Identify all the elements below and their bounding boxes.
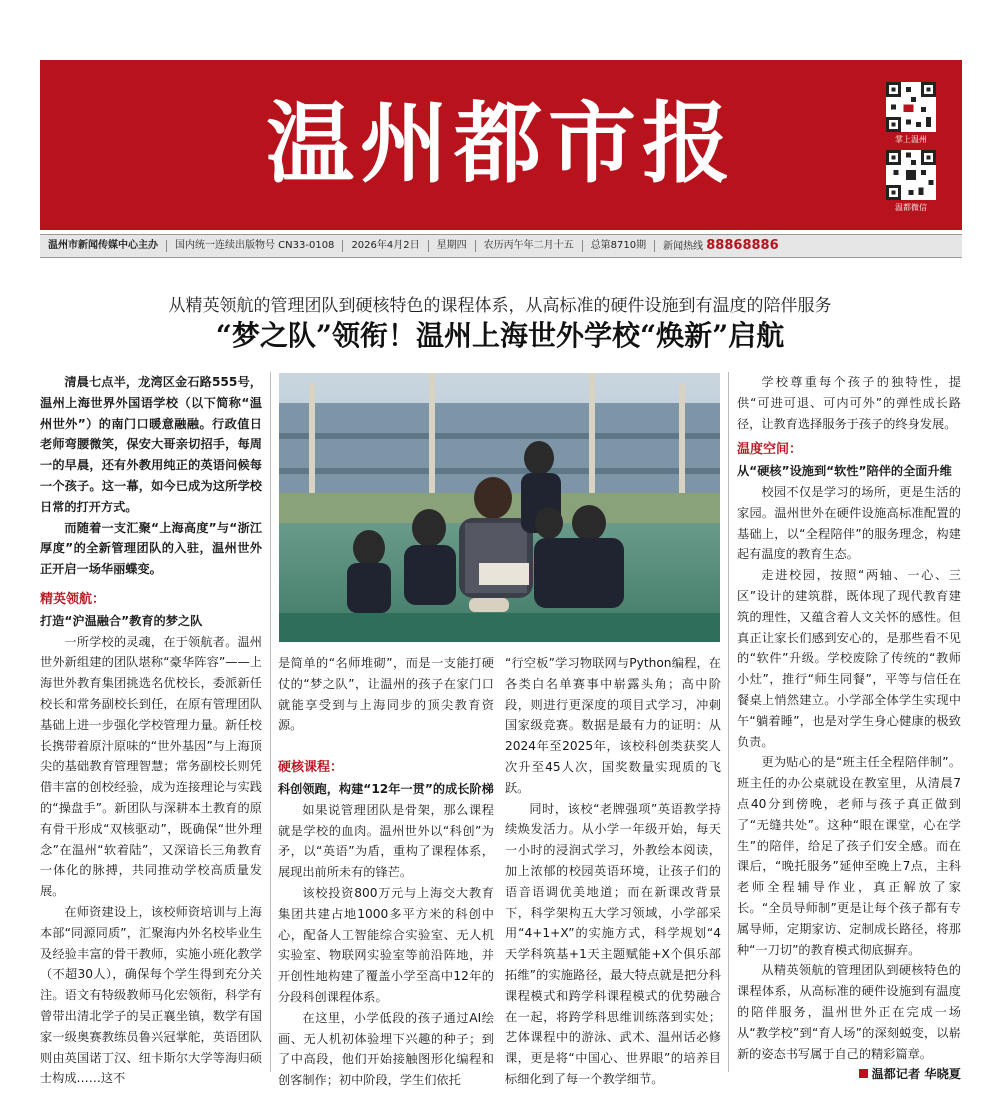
body-paragraph: 校园不仅是学习的场所，更是生活的家园。温州世外在硬件设施高标准配置的基础上，以“全程陪伴”的服务理念，构建起有温度的教育生态。 — [737, 484, 961, 562]
article-column-1 — [40, 372, 262, 1086]
column-divider — [270, 372, 271, 1072]
body-paragraph: 更为贴心的是“班主任全程陪伴制”。班主任的办公桌就设在教室里，从清晨7点40分到傍晚，老师与孩子真正做到了“无缝共处”。这种“眼在课堂，心在学生”的陪伴，给足了孩子们安全感。而在课后，“晚托服务”延伸至晚上7点，主科老师全程辅导作业，真正解放了家长。“全员导师制”更是让每个孩子都有专属导师，定期家访、定制成长路径，将那种“一刀切”的教育模式彻底摒弃。 — [737, 755, 961, 957]
section-title: 硬核课程： — [278, 760, 344, 776]
body-paragraph: 是简单的“名师堆砌”，而是一支能打硬仗的“梦之队”，让温州的孩子在家门口就能享受到与上海同步的顶尖教育资源。 — [278, 656, 494, 733]
article-photo — [279, 373, 720, 642]
section-subtitle: 从“硬核”设施到“软性”陪伴的全面升维 — [737, 464, 952, 479]
qr-code-icon — [886, 150, 936, 200]
body-paragraph: 走进校园，按照“两轴、一心、三区”设计的建筑群，既体现了现代教育建筑的理性，又蕴含着人文关怀的感性。但真正让家长们感到安心的，是那些看不见的“软件”升级。学校废除了传统的“教师小灶”，推行“师生同餐”，平等与信任在餐桌上悄然建立。小学部全体学生实现中午“躺着睡”，也是对学生身心健康的极致负责。 — [737, 568, 961, 749]
body-paragraph: 如果说管理团队是骨架，那么课程就是学校的血肉。温州世外以“科创”为矛，以“英语”为盾，重构了课程体系，展现出前所未有的锋芒。 — [278, 802, 494, 880]
article-subheadline: 从精英领航的管理团队到硬核特色的课程体系，从高标准的硬件设施到有温度的陪伴服务 — [168, 296, 832, 316]
red-square-icon — [859, 1069, 868, 1078]
students-reading-photo — [279, 373, 720, 642]
issue-date: 2026年4月2日 — [343, 240, 428, 252]
article-column-4 — [737, 372, 961, 1082]
body-paragraph: 学校尊重每个孩子的独特性，提供“可进可退、可内可外”的弹性成长路径，让教育选择服务于孩子的终身发展。 — [737, 375, 961, 431]
section-subtitle: 科创领跑，构建“12年一贯”的成长阶梯 — [278, 781, 494, 796]
qr-code-icon — [886, 82, 936, 132]
body-paragraph: 在这里，小学低段的孩子通过AI绘画、无人机初体验埋下兴趣的种子；到了中高段，他们开始接触图形化编程和创客制作；初中阶段，学生们依托 — [278, 1010, 494, 1088]
author-name: 温都记者 华晓夏 — [871, 1067, 961, 1082]
qr-code-app — [886, 82, 936, 145]
article-column-3 — [505, 653, 721, 1086]
body-paragraph: 同时，该校“老牌强项”英语教学持续焕发活力。从小学一年级开始，每天一小时的浸润式学习，外教绘本阅读，加上浓郁的校园英语环境，让孩子们的语音语调优美地道；而在新课改背景下，科学架构五大学习领域，小学部采用“4+1+X”的实施方式，科学规划“4天学科筑基+1天主题赋能+X个俱乐部拓维”的实施路径，最大特点就是把分科课程模式和跨学科课程模式的优势融合在一起，将跨学科思维训练落到实处；艺体课程中的游泳、武术、温州话必修课，更是将“中国心、世界眼”的培养目标细化到了每一个教学细节。 — [505, 801, 721, 1086]
qr-code-wechat — [886, 150, 936, 213]
lead-paragraph: 清晨七点半，龙湾区金石路555号，温州上海世界外国语学校（以下简称“温州世外”）的南门口暖意融融。行政值日老师弯腰微笑，保安大哥亲切招手，每周一的早晨，还有外教用纯正的英语问候每一个孩子。这一幕，如今已成为这所学校日常的打开方式。 — [40, 375, 262, 514]
section-title: 温度空间： — [737, 442, 803, 458]
lunar-date: 农历丙午年二月十五 — [476, 240, 583, 252]
hotline-number: 88868886 — [706, 237, 779, 253]
body-paragraph: 该校投资800万元与上海交大教育集团共建占地1000多平方米的科创中心，配备人工智能综合实验室、无人机实验室、物联网实验室等前沿阵地，并开创性地构建了覆盖小学至高中12年的分段科创课程体系。 — [278, 885, 494, 1004]
section-subtitle: 打造“沪温融合”教育的梦之队 — [40, 613, 203, 628]
body-paragraph: 在师资建设上，该校师资培训与上海本部“同源同质”，汇聚海内外名校毕业生及经验丰富的骨干教师，实施小班化教学（不超30人），确保每个学生得到充分关注。语文有特级教师马化宏领衔，科学有曾带出清北学子的吴正襄坐镇，数学有国家一级奥赛教练员鲁兴冠掌舵，英语团队则由英国诺丁汉、纽卡斯尔大学等海归硕士构成……这不 — [40, 904, 262, 1086]
article-headline: “梦之队”领衔！温州上海世外学校“焕新”启航 — [215, 319, 785, 352]
weekday: 星期四 — [429, 240, 476, 252]
issue-number: 总第8710期 — [583, 240, 655, 252]
lead-paragraph: 而随着一支汇聚“上海高度”与“浙江厚度”的全新管理团队的入驻，温州世外正开启一场华丽蝶变。 — [40, 520, 262, 577]
qr-caption: 掌上温州 — [895, 135, 927, 144]
masthead-banner — [40, 60, 962, 230]
column-divider — [728, 372, 729, 1072]
issue-info-bar — [40, 234, 962, 258]
newspaper-title: 温州都市报 — [265, 91, 736, 195]
hotline — [655, 237, 787, 253]
hotline-label: 新闻热线 — [663, 240, 704, 252]
publication-number: 国内统一连续出版物号 CN33-0108 — [167, 240, 343, 252]
body-paragraph: 一所学校的灵魂，在于领航者。温州世外新组建的团队堪称“豪华阵容”——上海世外教育集团挑选名优校长，委派新任校长和常务副校长到任，在原有管理团队基础上进一步强化学校管理力量。新任校长携带着原汁原味的“世外基因”与上海顶尖的基础教育管理智慧；常务副校长则凭借丰富的创校经验，成为连接理论与实践的“操盘手”。新团队与深耕本土教育的原有骨干形成“双核驱动”，既确保“世外理念”在温州“软着陆”，又深谙长三角教育一体化的脉搏，共同推动学校高质量发展。 — [40, 634, 262, 899]
sponsor-text: 温州市新闻传媒中心主办 — [40, 240, 167, 252]
body-paragraph: 从精英领航的管理团队到硬核特色的课程体系，从高标准的硬件设施到有温度的陪伴服务，温州世外正在完成一场从“教学校”到“育人场”的深刻蜕变，以崭新的姿态书写属于自己的精彩篇章。 — [737, 963, 961, 1061]
section-title: 精英领航： — [40, 591, 106, 607]
author-byline — [737, 1064, 961, 1085]
qr-caption: 温都微信 — [895, 203, 927, 212]
article-column-2 — [278, 653, 494, 1088]
body-paragraph: “行空板”学习物联网与Python编程，在各类白名单赛事中崭露头角；高中阶段，则进行更深度的项目式学习，冲刺国家级竞赛。数据是最有力的证明：从2024年至2025年，该校科创类获奖人次升至45人次，国奖数量实现质的飞跃。 — [505, 656, 721, 795]
